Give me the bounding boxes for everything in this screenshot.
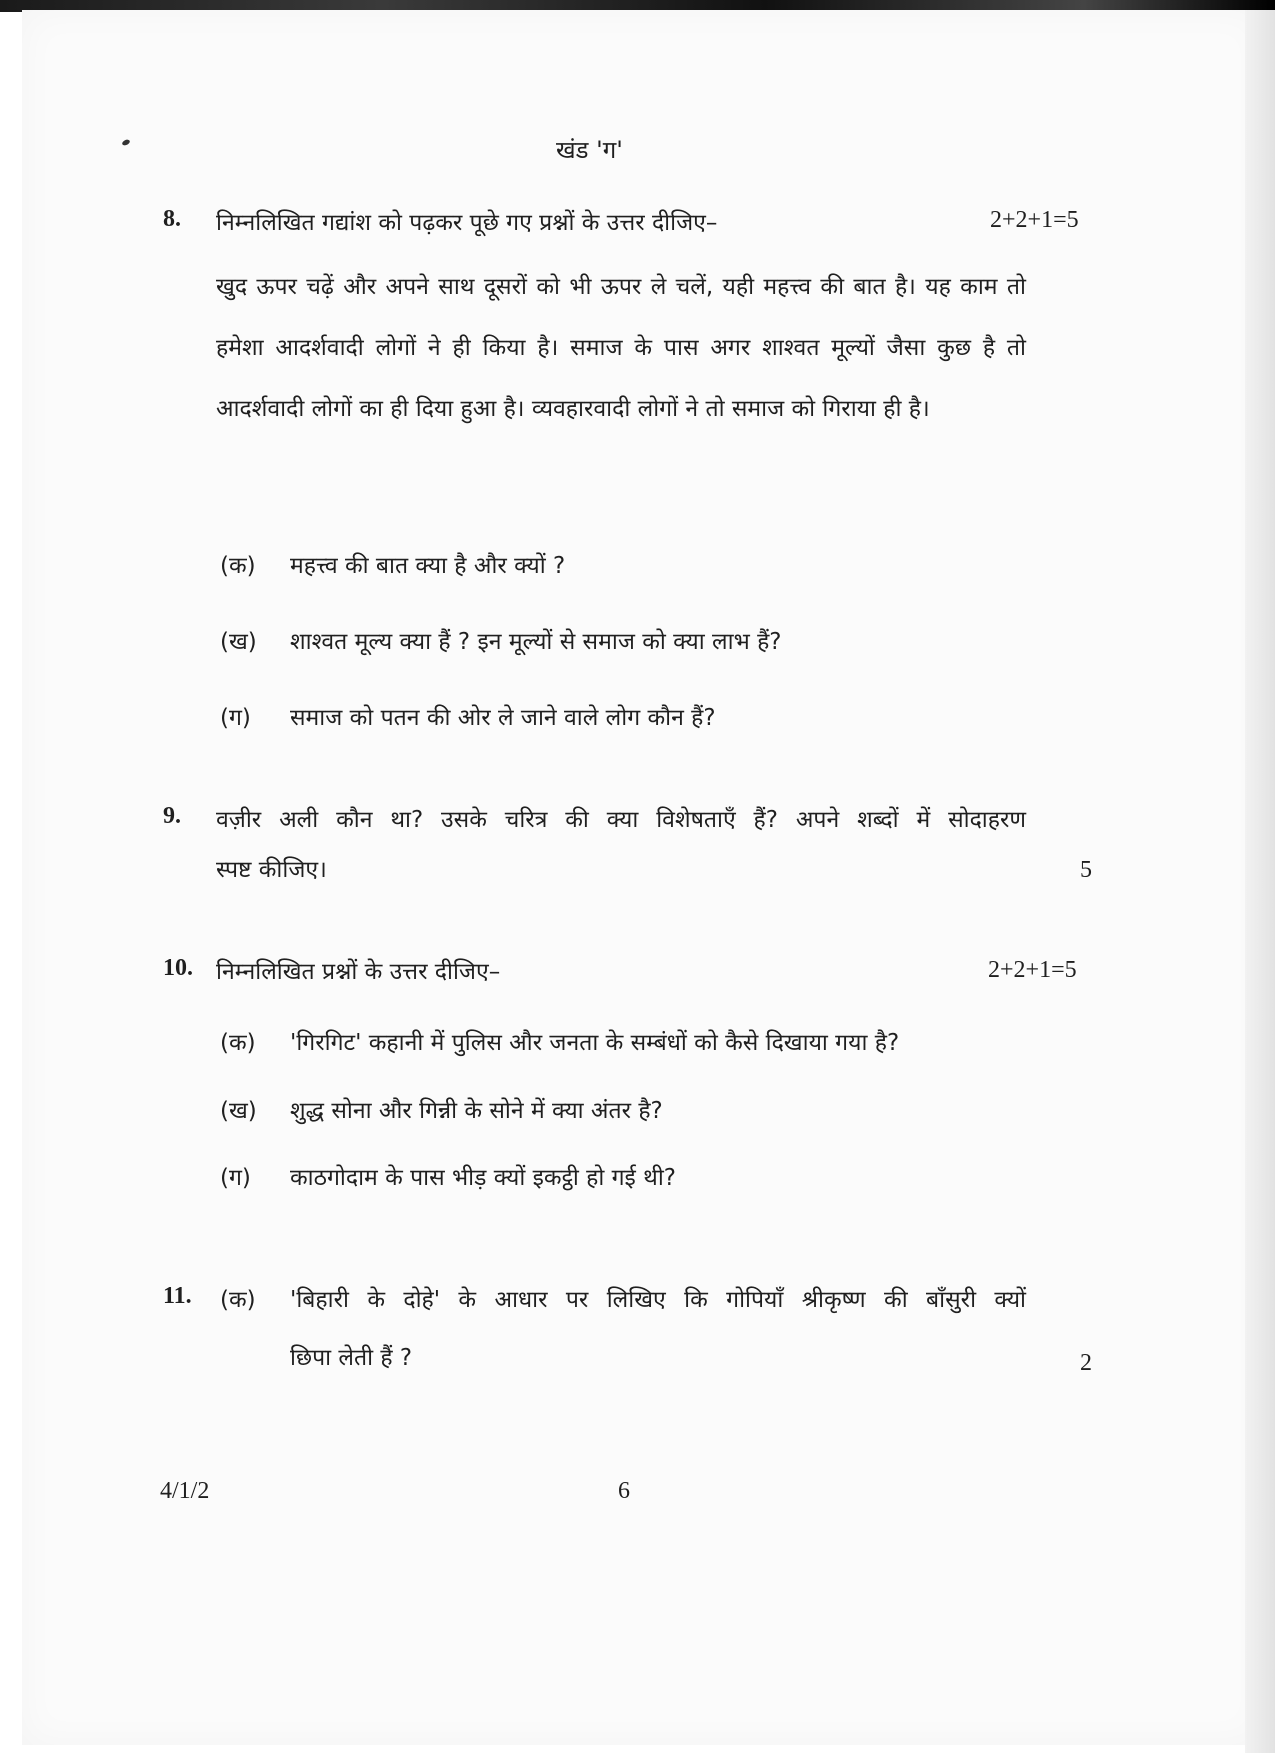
question-10-sub-ka-label: (क) bbox=[220, 1030, 256, 1056]
question-9-text-line1: वज़ीर अली कौन था? उसके चरित्र की क्या विशेषताएँ हैं? अपने शब्दों में सोदाहरण bbox=[216, 807, 1026, 833]
question-8-sub-ka-text: महत्त्व की बात क्या है और क्यों ? bbox=[290, 553, 566, 579]
question-10-marks: 2+2+1=5 bbox=[988, 957, 1077, 983]
question-10-sub-kha-text: शुद्ध सोना और गिन्नी के सोने में क्या अंतर है? bbox=[290, 1098, 663, 1124]
question-8-passage: खुद ऊपर चढ़ें और अपने साथ दूसरों को भी ऊपर ले चलें, यही महत्त्व की बात है। यह काम तो हमेशा आदर्शवादी लोगों ने ही किया है। समाज के पास अगर शाश्वत मूल्यों जैसा कुछ है तो आदर्शवादी लोगों का ही दिया हुआ है। व्यवहारवादी लोगों ने तो समाज को गिराया ही है। bbox=[216, 274, 1026, 422]
question-8-sub-kha-text: शाश्वत मूल्य क्या हैं ? इन मूल्यों से समाज को क्या लाभ हैं? bbox=[290, 629, 782, 655]
paper-code: 4/1/2 bbox=[160, 1478, 210, 1504]
question-10-sub-kha-label: (ख) bbox=[220, 1098, 257, 1124]
section-title: खंड 'ग' bbox=[556, 136, 623, 164]
question-8-number: 8. bbox=[163, 206, 181, 232]
question-10-number: 10. bbox=[163, 955, 193, 981]
question-11-text-line2: छिपा लेती हैं ? bbox=[290, 1345, 413, 1371]
question-9-marks: 5 bbox=[1080, 857, 1092, 883]
page-number: 6 bbox=[618, 1478, 630, 1504]
question-11-text-line1: 'बिहारी के दोहे' के आधार पर लिखिए कि गोपियाँ श्रीकृष्ण की बाँसुरी क्यों bbox=[290, 1287, 1026, 1313]
question-8-marks: 2+2+1=5 bbox=[990, 207, 1079, 233]
question-9-text-line2: स्पष्ट कीजिए। bbox=[216, 857, 327, 883]
question-8-sub-ga-label: (ग) bbox=[220, 705, 251, 731]
question-10-sub-ka-text: 'गिरगिट' कहानी में पुलिस और जनता के सम्बंधों को कैसे दिखाया गया है? bbox=[290, 1030, 900, 1056]
question-10-sub-ga-label: (ग) bbox=[220, 1165, 251, 1191]
scan-right-edge bbox=[1245, 10, 1275, 1753]
question-8-sub-ka-label: (क) bbox=[220, 553, 256, 579]
question-8-sub-ga-text: समाज को पतन की ओर ले जाने वाले लोग कौन हैं? bbox=[290, 705, 716, 731]
question-8-sub-kha-label: (ख) bbox=[220, 629, 257, 655]
question-8-instruction: निम्नलिखित गद्यांश को पढ़कर पूछे गए प्रश्नों के उत्तर दीजिए– bbox=[216, 210, 718, 236]
question-11-marks: 2 bbox=[1080, 1350, 1092, 1376]
question-10-instruction: निम्नलिखित प्रश्नों के उत्तर दीजिए– bbox=[216, 959, 501, 985]
question-11-sub-ka-label: (क) bbox=[220, 1287, 256, 1313]
question-10-sub-ga-text: काठगोदाम के पास भीड़ क्यों इकट्ठी हो गई थी? bbox=[290, 1165, 677, 1191]
question-9-number: 9. bbox=[163, 803, 181, 829]
question-11-number: 11. bbox=[163, 1283, 192, 1309]
